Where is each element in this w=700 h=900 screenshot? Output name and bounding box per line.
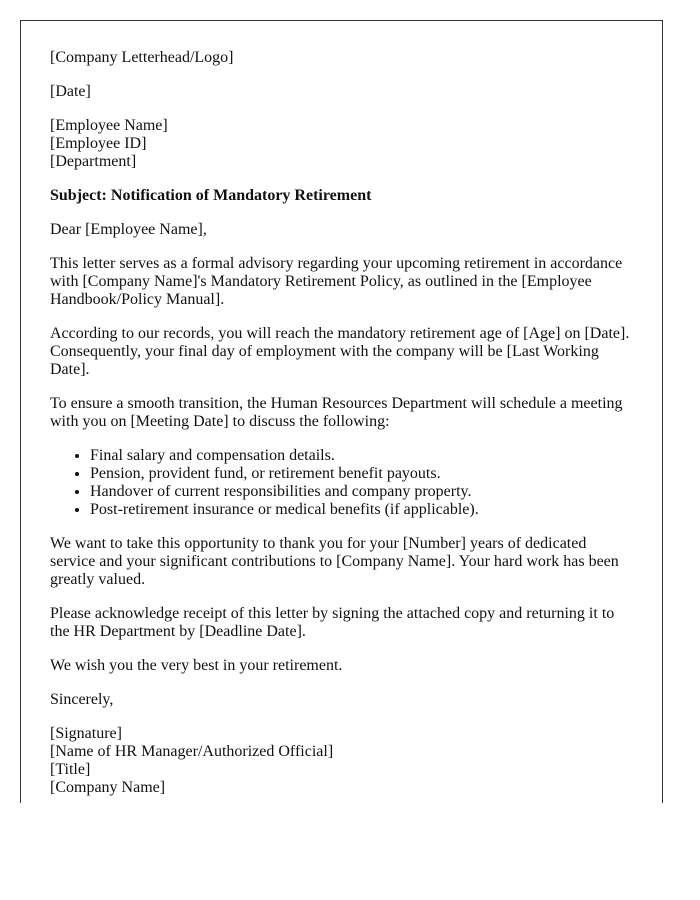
signature: [Signature] xyxy=(50,725,122,742)
signer-company: [Company Name] xyxy=(50,779,166,796)
list-item: • Final salary and compensation details. xyxy=(90,447,632,465)
list-item: • Pension, provident fund, or retirement benefit payouts. xyxy=(90,465,632,483)
recipient-department: [Department] xyxy=(50,153,137,170)
body-paragraph: According to our records, you will reach the mandatory retirement age of [Age] on [Date]. Consequently, your final day of employment with the company will be [Last Working Date]. xyxy=(50,325,630,378)
subject-line: Subject: Notification of Mandatory Retirement xyxy=(50,187,372,204)
body-paragraph: Please acknowledge receipt of this letter by signing the attached copy and returning it to the HR Department by [Deadline Date]. xyxy=(50,605,615,640)
signature-block xyxy=(50,725,632,797)
recipient-name: [Employee Name] xyxy=(50,117,168,134)
recipient-id: [Employee ID] xyxy=(50,135,147,152)
recipient-block xyxy=(50,117,632,171)
body-paragraph: This letter serves as a formal advisory regarding your upcoming retirement in accordance with [Company Name]'s Mandatory Retirement Policy, as outlined in the [Employee Handbook/Policy Manual]. xyxy=(50,255,623,308)
signer-name: [Name of HR Manager/Authorized Official] xyxy=(50,743,334,760)
letter-page xyxy=(20,20,663,803)
signoff: Sincerely, xyxy=(50,691,114,708)
signer-title: [Title] xyxy=(50,761,91,778)
list-item: • Post-retirement insurance or medical benefits (if applicable). xyxy=(90,501,632,519)
list-item: • Handover of current responsibilities and company property. xyxy=(90,483,632,501)
discussion-list xyxy=(50,447,632,519)
salutation: Dear [Employee Name], xyxy=(50,221,207,238)
body-paragraph: To ensure a smooth transition, the Human Resources Department will schedule a meeting with you on [Meeting Date] to discuss the following: xyxy=(50,395,623,430)
letter-date: [Date] xyxy=(50,83,91,100)
letterhead: [Company Letterhead/Logo] xyxy=(50,49,234,66)
body-paragraph: We wish you the very best in your retirement. xyxy=(50,657,343,674)
body-paragraph: We want to take this opportunity to thank you for your [Number] years of dedicated service and your significant contributions to [Company Name]. Your hard work has been greatly valued. xyxy=(50,535,619,588)
